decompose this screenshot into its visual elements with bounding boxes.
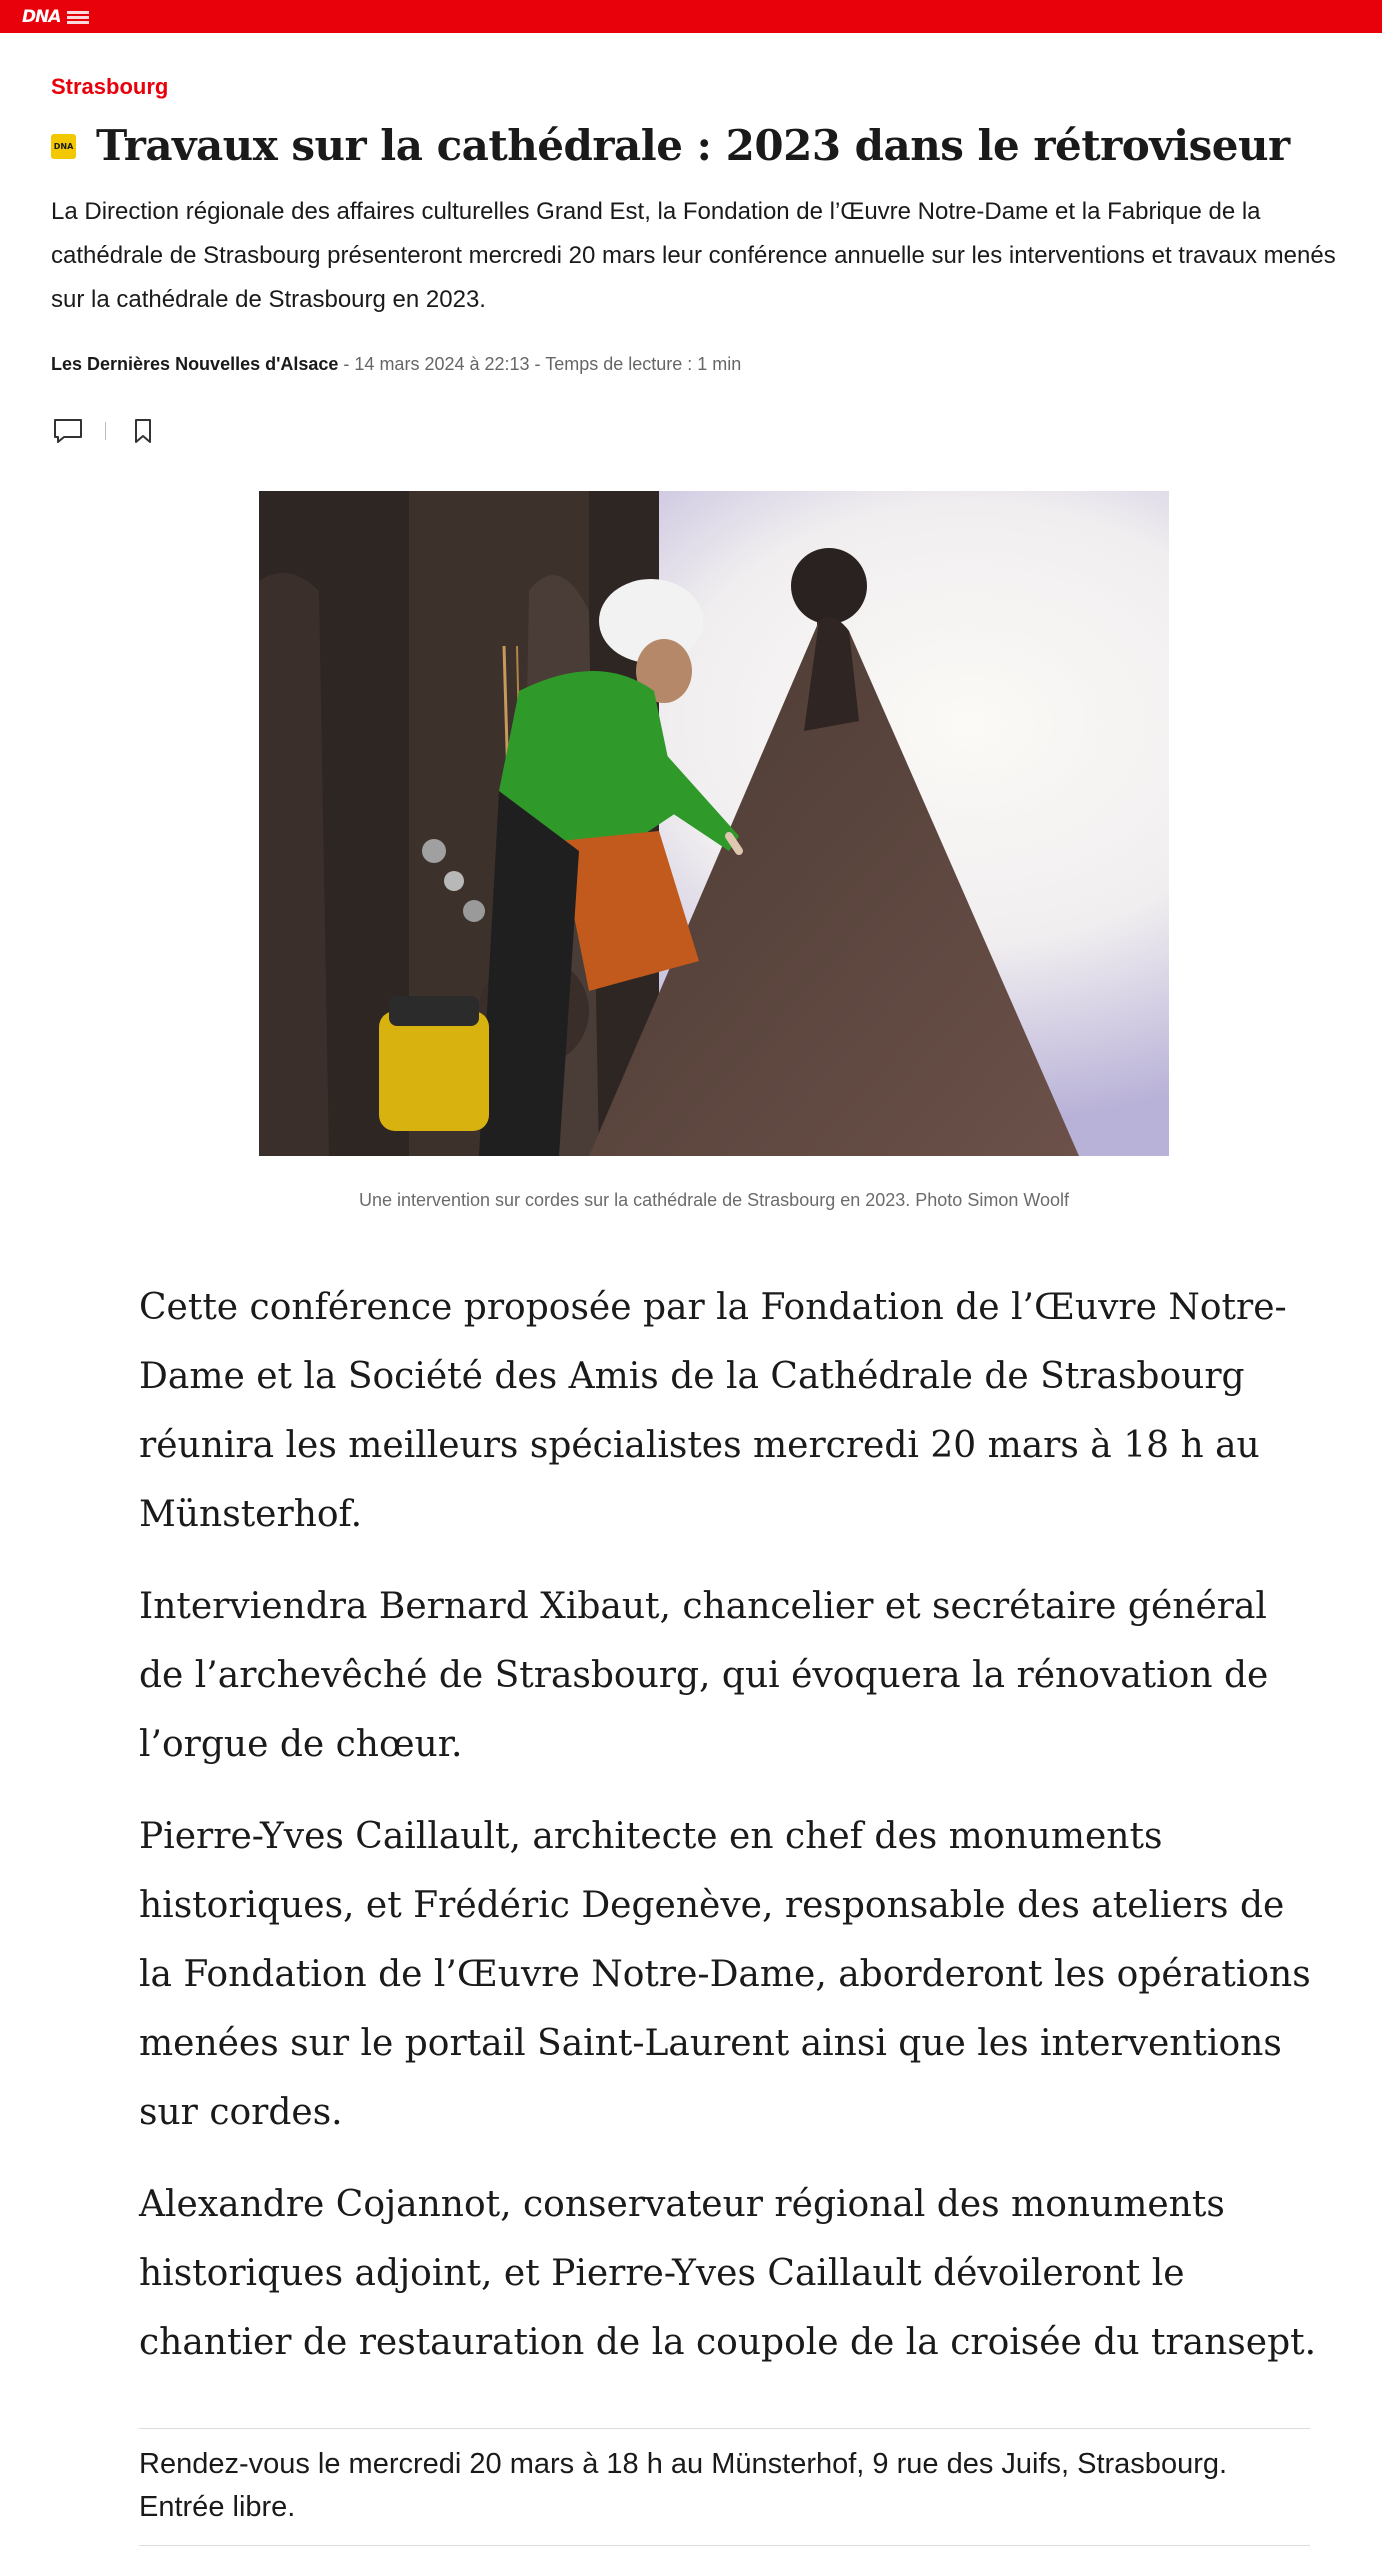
site-header: [0, 0, 1382, 33]
article-photo[interactable]: [259, 491, 1169, 1156]
article-paragraph: Alexandre Cojannot, conservateur régional des monuments historiques adjoint, et Pierre-Yves Caillault dévoileront le chantier de restauration de la coupole de la croisée du transept.: [139, 2184, 1317, 2363]
site-logo[interactable]: [22, 7, 89, 27]
dna-badge-icon: DNA: [51, 134, 76, 159]
article-paragraph: Cette conférence proposée par la Fondation de l’Œuvre Notre-Dame et la Société des Amis de la Cathédrale de Strasbourg réunira les meilleurs spécialistes mercredi 20 mars à 18 h au Münsterhof.: [139, 1287, 1287, 1535]
article-source: Les Dernières Nouvelles d'Alsace: [51, 354, 339, 374]
logo-text: DNA: [22, 7, 61, 27]
comment-icon: [53, 418, 83, 444]
actions-divider: [105, 422, 106, 440]
logo-stripes: [67, 11, 89, 24]
article-meta: [51, 354, 741, 375]
comment-button[interactable]: [51, 414, 85, 448]
photo-climber-on-cathedral: [259, 491, 1169, 1156]
event-info-box: Rendez-vous le mercredi 20 mars à 18 h au Münsterhof, 9 rue des Juifs, Strasbourg. Entrée libre.: [139, 2428, 1310, 2546]
photo-caption: Une intervention sur cordes sur la cathédrale de Strasbourg en 2023. Photo Simon Woolf: [358, 1190, 1070, 1210]
bookmark-icon: [133, 418, 153, 444]
article-paragraph: Interviendra Bernard Xibaut, chancelier et secrétaire général de l’archevêché de Strasbourg, qui évoquera la rénovation de l’orgue de chœur.: [139, 1586, 1269, 1765]
article-title-row: [51, 118, 1341, 174]
article-body: [139, 1273, 1319, 2400]
rubric-link[interactable]: Strasbourg: [51, 74, 169, 99]
bookmark-button[interactable]: [126, 414, 160, 448]
article-date-readtime: - 14 mars 2024 à 22:13 - Temps de lecture : 1 min: [338, 354, 742, 374]
article-title: Travaux sur la cathédrale : 2023 dans le rétroviseur: [96, 121, 1290, 170]
article-paragraph: Pierre-Yves Caillault, architecte en chef des monuments historiques, et Frédéric Degenève, responsable des ateliers de la Fondation de l’Œuvre Notre-Dame, aborderont les opérations menées sur le portail Saint-Laurent ainsi que les interventions sur cordes.: [139, 1816, 1311, 2133]
article-actions: [51, 414, 160, 448]
article-lead: La Direction régionale des affaires culturelles Grand Est, la Fondation de l’Œuvre Notre-Dame et la Fabrique de la cathédrale de Strasbourg présenteront mercredi 20 mars leur conférence annuelle sur les interventions et travaux menés sur la cathédrale de Strasbourg en 2023.: [51, 198, 1336, 313]
